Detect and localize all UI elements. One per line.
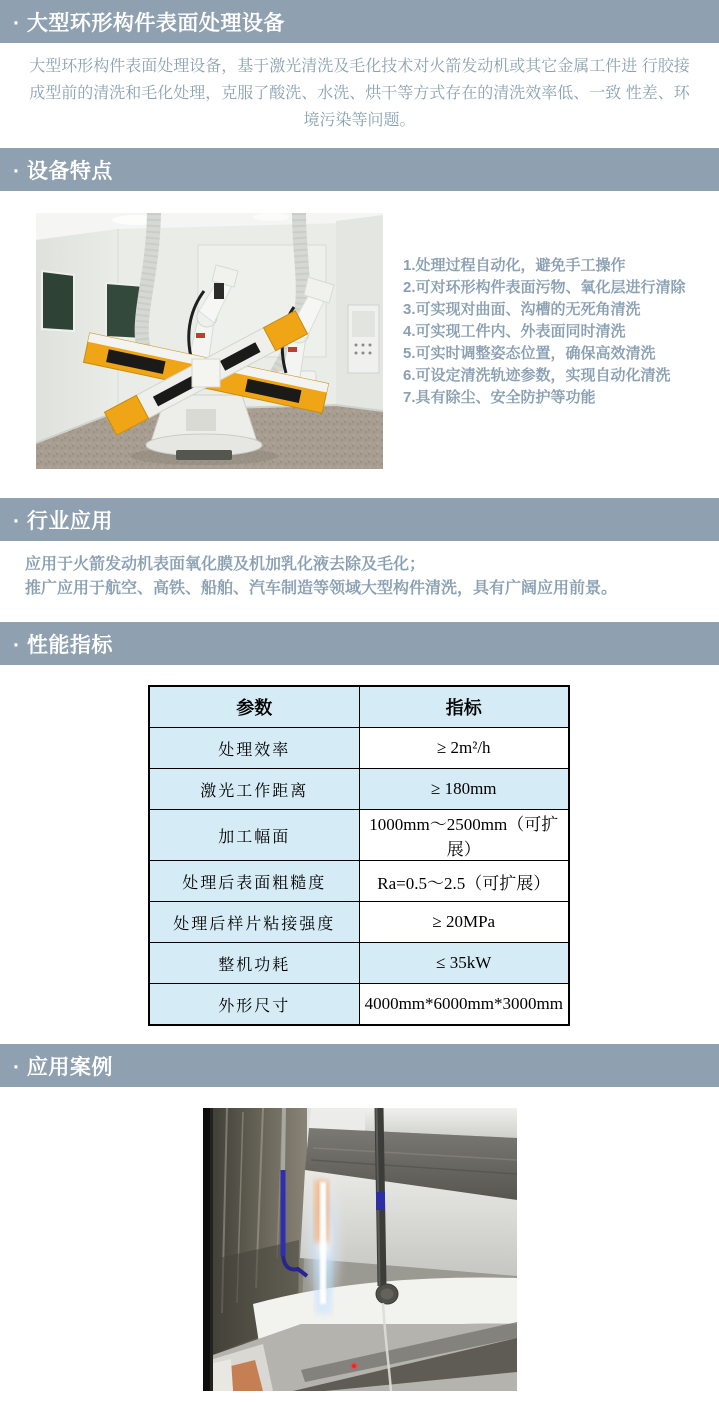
- performance-table: [148, 685, 570, 1026]
- feature-item: 3.可实现对曲面、沟槽的无死角清洗: [403, 301, 641, 318]
- section-title-cases: · 应用案例: [13, 1055, 113, 1079]
- section-header-overview: [0, 0, 719, 43]
- overview-description: [0, 43, 719, 148]
- overview-description-line: 大型环形构件表面处理设备，基于激光清洗及毛化技术对火箭发动机或其它金属工件进 行胶接: [29, 58, 690, 75]
- param-cell: 整机功耗: [149, 943, 359, 984]
- table-row: [149, 984, 569, 1026]
- section-header-performance: [0, 622, 719, 665]
- applications-line: 应用于火箭发动机表面氧化膜及机加乳化液去除及毛化；: [25, 556, 426, 573]
- applications-line: 推广应用于航空、高铁、船舶、汽车制造等领域大型构件清洗，具有广阔应用前景。: [25, 579, 618, 597]
- overview-description-line: 境污染等问题。: [303, 112, 416, 129]
- value-cell: ≥ 180mm: [359, 769, 569, 810]
- param-cell: 处理后表面粗糙度: [149, 861, 359, 902]
- value-cell: 1000mm～2500mm（可扩展）: [359, 810, 569, 861]
- value-cell: ≥ 2m²/h: [359, 728, 569, 769]
- param-cell: 激光工作距离: [149, 769, 359, 810]
- value-cell: 4000mm*6000mm*3000mm: [359, 984, 569, 1026]
- feature-item: 5.可实时调整姿态位置，确保高效清洗: [403, 345, 656, 362]
- applications-text: [0, 541, 719, 622]
- section-title-performance: · 性能指标: [13, 633, 113, 657]
- section-header-applications: [0, 498, 719, 541]
- param-cell: 处理效率: [149, 728, 359, 769]
- section-title-applications: · 行业应用: [13, 509, 113, 533]
- table-row: [149, 861, 569, 902]
- table-header-row: [149, 686, 569, 728]
- equipment-photo-frame: [36, 213, 383, 469]
- table-row: [149, 943, 569, 984]
- value-cell: ≥ 20MPa: [359, 902, 569, 943]
- equipment-photo: [36, 213, 383, 469]
- application-case-photo: [203, 1108, 517, 1391]
- feature-item: 7.具有除尘、安全防护等功能: [403, 389, 596, 406]
- param-cell: 处理后样片粘接强度: [149, 902, 359, 943]
- table-header-param: 参数: [149, 686, 359, 728]
- feature-list: [403, 255, 686, 409]
- value-cell: Ra=0.5～2.5（可扩展）: [359, 861, 569, 902]
- case-photo-frame: [203, 1108, 719, 1391]
- features-content-row: [0, 191, 719, 498]
- table-row: [149, 728, 569, 769]
- section-header-cases: [0, 1044, 719, 1087]
- table-row: [149, 902, 569, 943]
- param-cell: 加工幅面: [149, 810, 359, 861]
- overview-description-line: 成型前的清洗和毛化处理，克服了酸洗、水洗、烘干等方式存在的清洗效率低、一致 性差、环: [29, 85, 690, 102]
- value-cell: ≤ 35kW: [359, 943, 569, 984]
- table-header-value: 指标: [359, 686, 569, 728]
- section-header-features: [0, 148, 719, 191]
- feature-item: 1.处理过程自动化，避免手工操作: [403, 257, 626, 274]
- table-row: [149, 810, 569, 861]
- feature-item: 6.可设定清洗轨迹参数，实现自动化清洗: [403, 367, 671, 384]
- table-row: [149, 769, 569, 810]
- feature-item: 2.可对环形构件表面污物、氧化层进行清除: [403, 279, 686, 296]
- param-cell: 外形尺寸: [149, 984, 359, 1026]
- section-title-features: · 设备特点: [13, 159, 113, 183]
- feature-item: 4.可实现工件内、外表面同时清洗: [403, 323, 626, 340]
- section-title-overview: · 大型环形构件表面处理设备: [13, 11, 285, 35]
